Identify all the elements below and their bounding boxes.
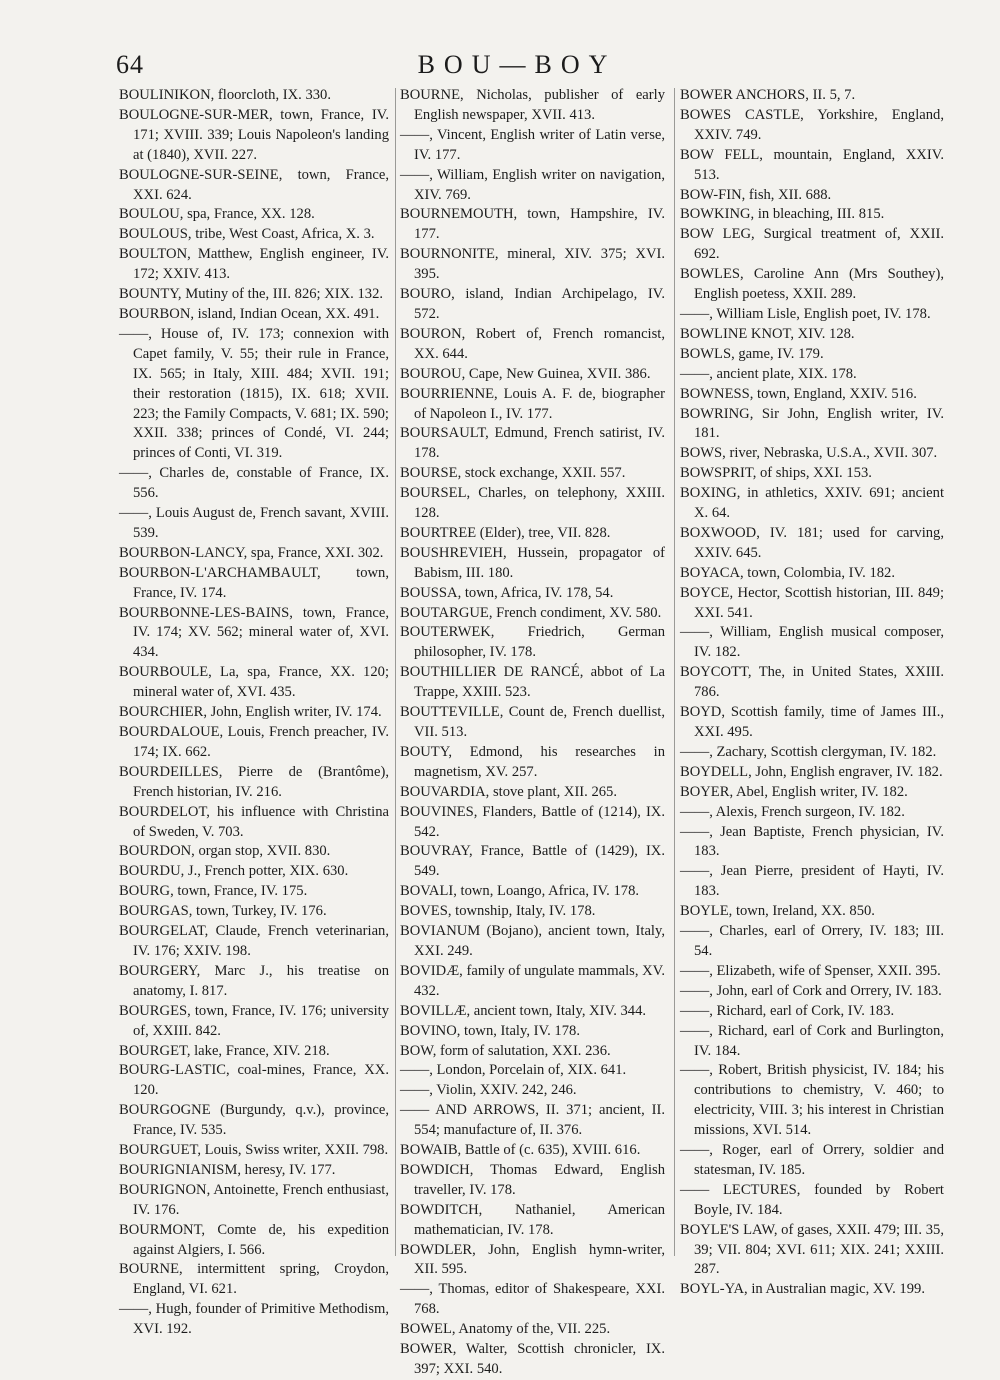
index-entry: BOW-FIN, fish, XII. 688.: [680, 186, 832, 203]
index-entry: BOULINIKON, floorcloth, IX. 330.: [119, 87, 331, 103]
index-entry: BOWS, river, Nebraska, U.S.A., XVII. 307.: [680, 445, 938, 462]
index-column-3: [680, 86, 944, 1300]
index-entry: BOWDLER, John, English hymn-writer, XII. 595.: [400, 1241, 665, 1278]
page-number: 64: [116, 50, 144, 79]
index-entry: BOWNESS, town, England, XXIV. 516.: [680, 385, 917, 402]
index-entry: BOVES, township, Italy, IV. 178.: [400, 903, 596, 920]
index-entry: BOURG, town, France, IV. 175.: [119, 883, 308, 900]
index-entry: BOVIDÆ, family of ungulate mammals, XV. 432.: [400, 962, 665, 999]
index-entry: BOURNE, Nicholas, publisher of early English newspaper, XVII. 413.: [400, 87, 665, 123]
index-entry: BOW, form of salutation, XXI. 236.: [400, 1042, 611, 1059]
index-entry: ——, Charles de, constable of France, IX. 556.: [119, 465, 389, 502]
index-entry: BOVIANUM (Bojano), ancient town, Italy, XXI. 249.: [400, 923, 665, 959]
index-entry: BOUVRAY, France, Battle of (1429), IX. 549.: [400, 843, 665, 880]
index-entry: BOURBON-L'ARCHAMBAULT, town, France, IV. 174.: [119, 564, 389, 601]
index-entry: —— AND ARROWS, II. 371; ancient, II. 554; manufacture of, II. 376.: [400, 1102, 665, 1139]
index-entry: BOURDELOT, his influence with Christina of Sweden, V. 703.: [119, 803, 389, 840]
index-entry: BOURBON, island, Indian Ocean, XX. 491.: [119, 305, 380, 322]
index-entry: BOXWOOD, IV. 181; used for carving, XXIV. 645.: [680, 524, 944, 561]
index-entry: BOURGAS, town, Turkey, IV. 176.: [119, 903, 327, 920]
index-entry: ——, Elizabeth, wife of Spenser, XXII. 395.: [680, 962, 941, 979]
index-entry: BOYDELL, John, English engraver, IV. 182.: [680, 763, 943, 780]
index-entry: ——, William, English writer on navigation, XIV. 769.: [400, 166, 665, 203]
index-entry: BOWER, Walter, Scottish chronicler, IX. 397; XXI. 540.: [400, 1341, 665, 1377]
index-entry: BOWDICH, Thomas Edward, English traveller, IV. 178.: [400, 1161, 665, 1198]
index-entry: ——, Violin, XXIV. 242, 246.: [400, 1082, 577, 1099]
running-head: BOU—BOY: [417, 50, 617, 79]
column-divider: [395, 88, 396, 1256]
index-entry: BOWDITCH, Nathaniel, American mathematician, IV. 178.: [400, 1201, 665, 1238]
index-entry: BOURGUET, Louis, Swiss writer, XXII. 798.: [119, 1142, 389, 1159]
index-entry: BOUTY, Edmond, his researches in magnetism, XV. 257.: [400, 743, 665, 780]
column-divider: [674, 88, 675, 1256]
index-entry: BOWEL, Anatomy of the, VII. 225.: [400, 1321, 611, 1338]
index-entry: BOW LEG, Surgical treatment of, XXII. 692.: [680, 226, 944, 263]
index-entry: ——, Roger, earl of Orrery, soldier and statesman, IV. 185.: [680, 1142, 944, 1178]
index-entry: ——, Richard, earl of Cork, IV. 183.: [680, 1002, 895, 1019]
index-entry: BOUTTEVILLE, Count de, French duellist, VII. 513.: [400, 704, 665, 740]
index-entry: BOURG-LASTIC, coal-mines, France, XX. 120.: [119, 1062, 389, 1099]
index-entry: BOURNEMOUTH, town, Hampshire, IV. 177.: [400, 206, 665, 243]
index-entry: BOURTREE (Elder), tree, VII. 828.: [400, 524, 611, 541]
index-entry: —— LECTURES, founded by Robert Boyle, IV. 184.: [680, 1181, 944, 1218]
index-entry: BOYLE, town, Ireland, XX. 850.: [680, 903, 875, 920]
index-entry: ——, London, Porcelain of, XIX. 641.: [400, 1062, 627, 1079]
index-entry: BOURSAULT, Edmund, French satirist, IV. 178.: [400, 425, 665, 462]
index-entry: BOURON, Robert of, French romancist, XX. 644.: [400, 325, 665, 362]
index-entry: BOWER ANCHORS, II. 5, 7.: [680, 87, 856, 103]
index-entry: BOURDALOUE, Louis, French preacher, IV. 174; IX. 662.: [119, 724, 389, 760]
index-entry: ——, Alexis, French surgeon, IV. 182.: [680, 803, 905, 820]
index-entry: BOULTON, Matthew, English engineer, IV. 172; XXIV. 413.: [119, 246, 389, 283]
index-entry: BOURDU, J., French potter, XIX. 630.: [119, 863, 349, 880]
index-column-1: [119, 86, 389, 1340]
index-entry: BOULOGNE-SUR-MER, town, France, IV. 171; XVIII. 339; Louis Napoleon's landing at (1840), XVII. 227.: [119, 106, 389, 163]
index-entry: BOUVARDIA, stove plant, XII. 265.: [400, 783, 618, 800]
index-entry: BOUSSA, town, Africa, IV. 178, 54.: [400, 584, 614, 601]
index-entry: ——, Robert, British physicist, IV. 184; his contributions to chemistry, V. 460; to electricity, VIII. 3; his interest in Christian missions, XVI. 514.: [680, 1062, 944, 1139]
index-entry: BOULOU, spa, France, XX. 128.: [119, 206, 315, 223]
index-entry: ——, Vincent, English writer of Latin verse, IV. 177.: [400, 126, 665, 163]
index-entry: BOXING, in athletics, XXIV. 691; ancient X. 64.: [680, 485, 944, 522]
index-entry: BOW FELL, mountain, England, XXIV. 513.: [680, 146, 944, 183]
index-entry: BOUTHILLIER DE RANCÉ, abbot of La Trappe, XXIII. 523.: [400, 664, 665, 701]
index-entry: BOURSEL, Charles, on telephony, XXIII. 128.: [400, 485, 665, 522]
index-entry: ——, Jean Pierre, president of Hayti, IV. 183.: [680, 863, 944, 900]
index-entry: BOUVINES, Flanders, Battle of (1214), IX. 542.: [400, 803, 665, 840]
index-entry: BOUTERWEK, Friedrich, German philosopher, IV. 178.: [400, 624, 665, 661]
index-entry: BOWSPRIT, of ships, XXI. 153.: [680, 465, 872, 482]
index-entry: BOUNTY, Mutiny of the, III. 826; XIX. 132.: [119, 286, 384, 303]
index-entry: BOYACA, town, Colombia, IV. 182.: [680, 564, 895, 581]
index-entry: BOURNE, intermittent spring, Croydon, England, VI. 621.: [119, 1261, 389, 1298]
index-entry: ——, Richard, earl of Cork and Burlington, IV. 184.: [680, 1022, 944, 1059]
index-entry: BOURIGNIANISM, heresy, IV. 177.: [119, 1161, 336, 1178]
index-entry: BOURNONITE, mineral, XIV. 375; XVI. 395.: [400, 246, 665, 283]
index-entry: BOURBON-LANCY, spa, France, XXI. 302.: [119, 544, 384, 561]
index-entry: BOULOUS, tribe, West Coast, Africa, X. 3.: [119, 226, 375, 243]
index-entry: BOUTARGUE, French condiment, XV. 580.: [400, 604, 662, 621]
index-entry: BOURO, island, Indian Archipelago, IV. 572.: [400, 286, 665, 322]
index-entry: BOWLS, game, IV. 179.: [680, 345, 824, 362]
index-entry: BOYCE, Hector, Scottish historian, III. 849; XXI. 541.: [680, 584, 944, 621]
index-entry: ——, John, earl of Cork and Orrery, IV. 183.: [680, 982, 942, 999]
index-entry: BOWES CASTLE, Yorkshire, England, XXIV. 749.: [680, 106, 944, 143]
index-entry: ——, Louis August de, French savant, XVIII. 539.: [119, 505, 389, 541]
index-entry: BOUROU, Cape, New Guinea, XVII. 386.: [400, 365, 651, 382]
index-entry: BOURBONNE-LES-BAINS, town, France, IV. 174; XV. 562; mineral water of, XVI. 434.: [119, 604, 389, 661]
index-entry: ——, William Lisle, English poet, IV. 178.: [680, 305, 931, 322]
index-entry: BOWAIB, Battle of (c. 635), XVIII. 616.: [400, 1142, 641, 1159]
index-entry: BOYCOTT, The, in United States, XXIII. 786.: [680, 664, 944, 701]
index-entry: BOURGOGNE (Burgundy, q.v.), province, France, IV. 535.: [119, 1102, 389, 1139]
index-entry: BOURSE, stock exchange, XXII. 557.: [400, 465, 626, 482]
index-entry: ——, Thomas, editor of Shakespeare, XXI. 768.: [400, 1281, 665, 1318]
index-entry: BOVINO, town, Italy, IV. 178.: [400, 1022, 580, 1039]
index-entry: BOURBOULE, La, spa, France, XX. 120; mineral water of, XVI. 435.: [119, 664, 389, 701]
index-entry: ——, Jean Baptiste, French physician, IV. 183.: [680, 823, 944, 860]
index-entry: BOWLES, Caroline Ann (Mrs Southey), English poetess, XXII. 289.: [680, 266, 944, 303]
index-entry: BOWLINE KNOT, XIV. 128.: [680, 325, 855, 342]
index-entry: BOURGERY, Marc J., his treatise on anatomy, I. 817.: [119, 962, 389, 999]
index-entry: ——, Zachary, Scottish clergyman, IV. 182.: [680, 743, 937, 760]
index-entry: BOWRING, Sir John, English writer, IV. 181.: [680, 405, 944, 442]
index-entry: ——, ancient plate, XIX. 178.: [680, 365, 857, 382]
index-entry: BOYD, Scottish family, time of James III., XXI. 495.: [680, 704, 944, 740]
index-entry: BOVALI, town, Loango, Africa, IV. 178.: [400, 883, 640, 900]
index-entry: BOURIGNON, Antoinette, French enthusiast, IV. 176.: [119, 1181, 389, 1218]
index-entry: BOVILLÆ, ancient town, Italy, XIV. 344.: [400, 1002, 647, 1019]
index-entry: BOUSHREVIEH, Hussein, propagator of Babism, III. 180.: [400, 544, 665, 581]
index-entry: BOURGET, lake, France, XIV. 218.: [119, 1042, 330, 1059]
index-entry: ——, William, English musical composer, IV. 182.: [680, 624, 944, 661]
index-entry: ——, Charles, earl of Orrery, IV. 183; III. 54.: [680, 923, 944, 959]
index-entry: BOWKING, in bleaching, III. 815.: [680, 206, 885, 223]
index-entry: BOYL-YA, in Australian magic, XV. 199.: [680, 1281, 925, 1298]
index-entry: ——, House of, IV. 173; connexion with Capet family, V. 55; their rule in France, IX. 565; in Italy, XIII. 484; XVII. 191; their restoration (1815), IX. 618; XVII. 223; the Family Compacts, V. 681; IX. 590; XXII. 338; princes of Condé, VI. 244; princes of Conti, VI. 319.: [119, 325, 389, 462]
index-entry: BOURGELAT, Claude, French veterinarian, IV. 176; XXIV. 198.: [119, 923, 389, 959]
index-entry: BOYER, Abel, English writer, IV. 182.: [680, 783, 908, 800]
index-entry: BOURDEILLES, Pierre de (Brantôme), French historian, IV. 216.: [119, 763, 389, 800]
index-entry: BOYLE'S LAW, of gases, XXII. 479; III. 35, 39; VII. 804; XVI. 611; XIX. 241; XXIII. 287.: [680, 1221, 944, 1278]
index-entry: BOULOGNE-SUR-SEINE, town, France, XXI. 624.: [119, 166, 389, 203]
index-entry: BOURDON, organ stop, XVII. 830.: [119, 843, 331, 860]
index-column-2: [400, 86, 665, 1380]
index-entry: BOURRIENNE, Louis A. F. de, biographer of Napoleon I., IV. 177.: [400, 385, 665, 422]
index-entry: BOURGES, town, France, IV. 176; university of, XXIII. 842.: [119, 1002, 389, 1039]
index-entry: ——, Hugh, founder of Primitive Methodism, XVI. 192.: [119, 1301, 389, 1338]
index-entry: BOURMONT, Comte de, his expedition against Algiers, I. 566.: [119, 1221, 389, 1258]
index-entry: BOURCHIER, John, English writer, IV. 174.: [119, 704, 382, 721]
